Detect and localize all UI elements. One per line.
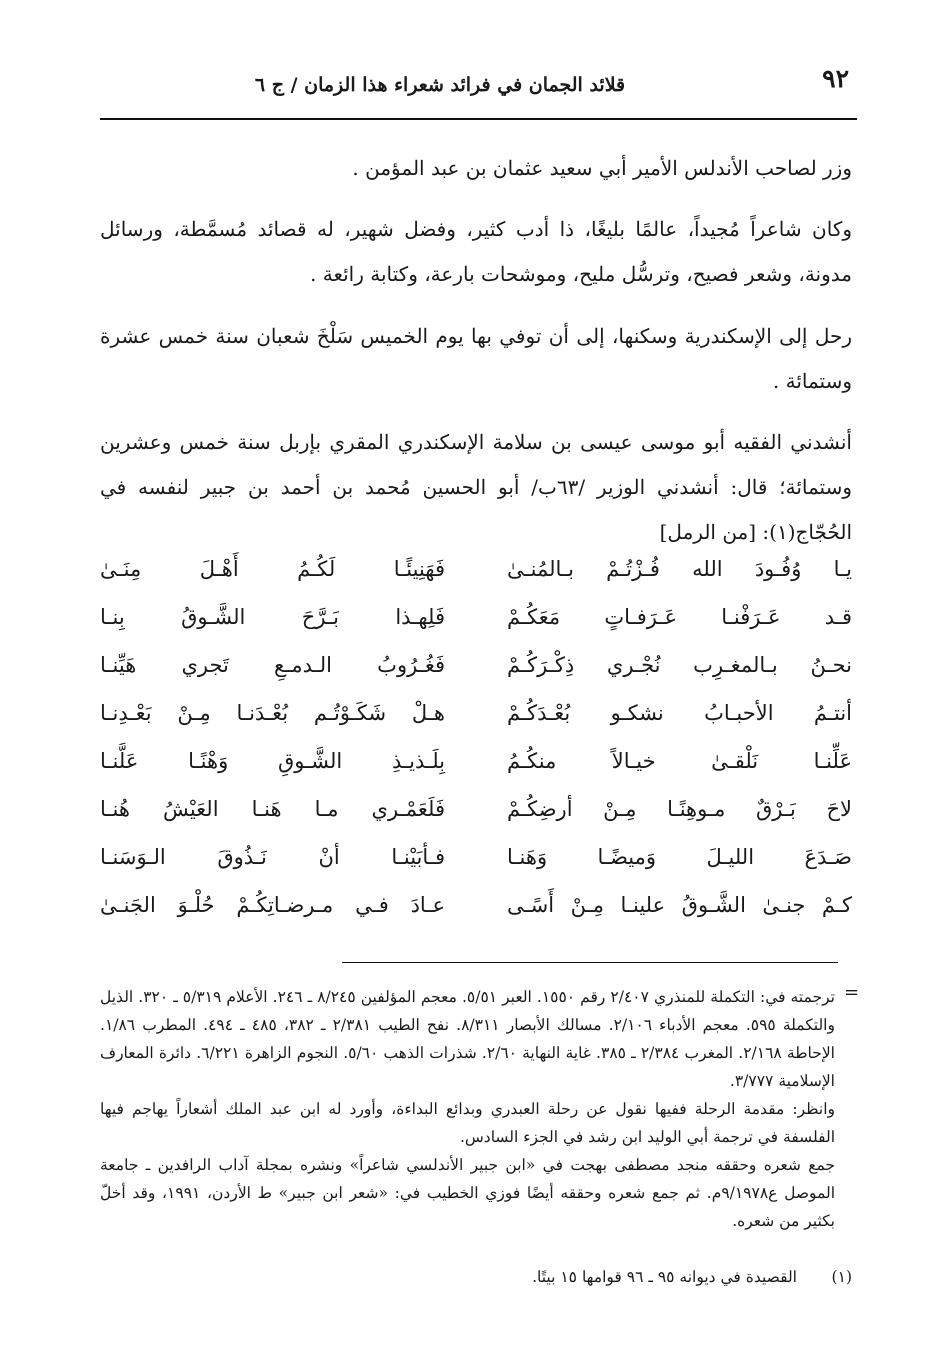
- first-hemistich: أنتـمُ الأحبـابُ نشكـو بُعْـدَكُـمْ: [507, 701, 852, 725]
- footnote-see-also: وانظر: مقدمة الرحلة ففيها نقول عن رحلة العبدري وبدائع البداءة، وأورد له ابن عبد الملك أشعاراً يهاجم فيها الفلسفة في ترجمة أبي الوليد ابن رشد في الجزء السادس.: [100, 1100, 835, 1146]
- page-header: [100, 58, 855, 108]
- first-hemistich: صَـدَعَ الليـلَ وَميضًـا وَهَنـا: [507, 845, 852, 869]
- poem-verse: [100, 881, 852, 929]
- paragraph-description: وكان شاعراً مُجيداً، عالمًا بليغًا، ذا أدب كثير، وفضل شهير، له قصائد مُسمَّطة، ورسائل مدونة، وشعر فصيح، وترسُّل مليح، وموشحات بارعة، وكتابة رائعة .: [100, 217, 852, 286]
- poem-verse: [100, 689, 852, 737]
- poem: [100, 545, 852, 929]
- footnotes: [100, 983, 835, 1235]
- second-hemistich: هـلْ شَكَـوْتُـم بُعْـدَنـا مِـنْ بَعْـدِنـا: [100, 701, 445, 725]
- poem-verse: [100, 833, 852, 881]
- footnote-rule: [342, 962, 838, 963]
- poem-verse: [100, 785, 852, 833]
- footnote-text: القصيدة في ديوانه ٩٥ ـ ٩٦ قوامها ١٥ بيتًا.: [532, 1268, 797, 1286]
- footnote-biography-sources: ترجمته في: التكملة للمنذري ٢/٤٠٧ رقم ١٥٥٠. العبر ٥/٥١. معجم المؤلفين ٨/٢٤٥ ـ ٢٤٦. الأعلام ٥/٣١٩ ـ ٣٢٠. الذيل والتكملة ٥٩٥. معجم الأدباء ٢/١٠٦. مسالك الأبصار ٨/٣١١. نفح الطيب ٢/٣٨١ ـ ٣٨٢، ٤٨٥ ـ ٤٩٤. المطرب ١/٨٦. الإحاطة ٢/١٦٨. المغرب ٢/٣٨٤ ـ ٣٨٥. غاية النهاية ٢/٦٠. شذرات الذهب ٥/٦٠. النجوم الزاهرة ٦/٢٢١. دائرة المعارف الإسلامية ٣/٧٧٧.: [100, 988, 835, 1090]
- poem-verse: [100, 737, 852, 785]
- poem-verse: [100, 641, 852, 689]
- paragraph-death: رحل إلى الإسكندرية وسكنها، إلى أن توفي بها يوم الخميس سَلْخَ شعبان سنة خمس عشرة وستمائة .: [100, 324, 852, 393]
- first-hemistich: كـمْ جنـىٰ الشَّـوقُ علينـا مِـنْ أَسًـى: [507, 893, 852, 917]
- second-hemistich: عـادَ فـي مـرضـاتِكُـمْ حُلْـوَ الجَنـىٰ: [100, 893, 445, 917]
- running-title: قلائد الجمان في فرائد شعراء هذا الزمان / ج ٦: [254, 74, 626, 96]
- first-hemistich: عَلِّنـا نَلْقـىٰ خيـالاً منكُـمُ: [507, 749, 852, 773]
- first-hemistich: قـد عَـرَفْنـا عَـرَفـاتٍ مَعَكُـمْ: [507, 605, 852, 629]
- poem-verse: [100, 593, 852, 641]
- footnote-collected-poetry: جمع شعره وحققه منجد مصطفى بهجت في «ابن جبير الأندلسي شاعراً» ونشره بمجلة آداب الرافدين ـ جامعة الموصل ع٩/١٩٧٨م. ثم جمع شعره وحققه أيضًا فوزي الخطيب في: «شعر ابن جبير» ط الأردن، ١٩٩١، وقد أخلّ بكثير من شعره.: [100, 1156, 836, 1230]
- second-hemistich: فَغُـرُوبُ الـدمـعِ تَجري هَيِّنـا: [100, 653, 445, 677]
- second-hemistich: فَلِهـذا بَـرَّحَ الشَّـوقُ بِنـا: [100, 605, 445, 629]
- second-hemistich: بِلَـذيـذِ الشَّـوقِ وَهْنًـا عَلَّنـا: [100, 749, 445, 773]
- second-hemistich: فـأبَيْنـا أنْ نَـذُوقَ الـوَسَنـا: [100, 845, 445, 869]
- second-hemistich: فَلَعَمْـري مـا هَنـا العَيْشُ هُنـا: [100, 797, 445, 821]
- first-hemistich: يـا وُفُـودَ الله فُـزْتُـمْ بـالمُنـىٰ: [507, 557, 852, 581]
- footnote-continuation-marker: =: [844, 982, 860, 1003]
- footnote-number: (١): [831, 1268, 852, 1286]
- paragraph-vizier: وزر لصاحب الأندلس الأمير أبي سعيد عثمان بن عبد المؤمن .: [352, 156, 852, 180]
- second-hemistich: فَهَنِيئًـا لَكُـمُ أَهْـلَ مِنَـىٰ: [100, 557, 445, 581]
- first-hemistich: نحـنُ بـالمغـرِب نُجْـري ذِكْـرَكُـمْ: [507, 653, 852, 677]
- page-number: ٩٢: [822, 64, 849, 93]
- poem-verse: [100, 545, 852, 593]
- header-rule: [100, 118, 857, 120]
- first-hemistich: لاحَ بَـرْقٌ مـوهِنًـا مِـنْ أرضِكُـمْ: [507, 797, 852, 821]
- paragraph-isnad: أنشدني الفقيه أبو موسى عيسى بن سلامة الإسكندري المقري بإربل سنة خمس وعشرين وستمائة؛ قال: أنشدني الوزير /٦٣ب/ أبو الحسين مُحمد بن أحمد بن جبير لنفسه في الحُجّاج(١): [من الرمل]: [100, 430, 852, 544]
